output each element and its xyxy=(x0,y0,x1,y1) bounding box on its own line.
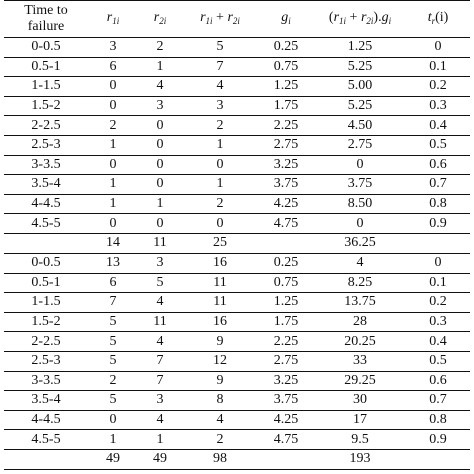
r1i-value: 2 xyxy=(88,371,138,391)
tr-value: 0.2 xyxy=(406,293,470,313)
total-gi-value xyxy=(258,449,314,469)
gi-value: 2.75 xyxy=(258,351,314,371)
total-tr-value xyxy=(406,233,470,253)
total-sum-value: 98 xyxy=(182,449,258,469)
r2i-value: 1 xyxy=(138,194,182,214)
time-interval: 0.5-1 xyxy=(4,273,88,293)
r2i-value: 0 xyxy=(138,155,182,175)
time-interval: 2-2.5 xyxy=(4,332,88,352)
r2i-value: 1 xyxy=(138,57,182,77)
product-value: 30 xyxy=(314,391,406,411)
total-r2i-value: 11 xyxy=(138,233,182,253)
product-value: 0 xyxy=(314,214,406,234)
product-value: 1.25 xyxy=(347,39,373,55)
product-value: 4 xyxy=(314,253,406,273)
table-row xyxy=(4,38,470,58)
r2i-value: 2 xyxy=(156,39,164,55)
table-row xyxy=(4,77,470,97)
r1i-value: 1 xyxy=(88,430,138,450)
header-sum-a-sub: 1i xyxy=(205,15,213,26)
r1i-value: 3 xyxy=(109,39,117,55)
total-product-value: 36.25 xyxy=(314,233,406,253)
gi-value: 3.25 xyxy=(258,155,314,175)
tr-value: 0.3 xyxy=(406,96,470,116)
tr-value: 0.1 xyxy=(406,57,470,77)
r1i-value: 13 xyxy=(88,253,138,273)
header-tr xyxy=(406,1,470,38)
header-r2i xyxy=(138,1,182,38)
sum-value: 8 xyxy=(182,391,258,411)
total-r1i-value: 49 xyxy=(88,449,138,469)
sum-value: 2 xyxy=(182,430,258,450)
table-row xyxy=(4,194,470,214)
table-row xyxy=(4,273,470,293)
time-interval: 4.5-5 xyxy=(4,214,88,234)
product-value: 3.75 xyxy=(314,175,406,195)
table-row xyxy=(4,253,470,273)
total-r1i-value: 14 xyxy=(88,233,138,253)
r1i-value: 1 xyxy=(88,194,138,214)
time-interval: 2.5-3 xyxy=(4,351,88,371)
header-prod-g-sub: i xyxy=(388,15,392,26)
gi-value: 4.75 xyxy=(258,214,314,234)
header-sum-b: r xyxy=(227,9,233,25)
gi-value: 3.75 xyxy=(258,391,314,411)
header-r1i-sub: 1i xyxy=(112,15,120,26)
gi-value: 1.75 xyxy=(258,96,314,116)
header-r1i-var: r xyxy=(106,9,113,25)
total-row xyxy=(4,233,470,253)
table-row xyxy=(4,116,470,136)
time-interval: 1.5-2 xyxy=(4,312,88,332)
r1i-value: 0 xyxy=(88,77,138,97)
time-interval: 3-3.5 xyxy=(4,155,88,175)
product-value: 13.75 xyxy=(314,293,406,313)
table-row xyxy=(4,155,470,175)
header-time-line2: failure xyxy=(27,19,65,34)
header-r2i-sub: 2i xyxy=(159,15,167,26)
header-tr-sub: r xyxy=(431,15,436,26)
header-product xyxy=(314,1,406,38)
tr-value: 0.4 xyxy=(406,332,470,352)
gi-value: 1.25 xyxy=(258,77,314,97)
table-row xyxy=(4,175,470,195)
table-row xyxy=(4,371,470,391)
tr-value: 0.9 xyxy=(406,214,470,234)
gi-value: 4.25 xyxy=(258,410,314,430)
sum-value: 12 xyxy=(182,351,258,371)
r1i-value: 7 xyxy=(88,293,138,313)
total-tr-value xyxy=(406,449,470,469)
time-interval: 1-1.5 xyxy=(4,77,88,97)
table-row xyxy=(4,351,470,371)
header-gi-sub: i xyxy=(288,15,291,26)
time-interval: 4-4.5 xyxy=(4,410,88,430)
table-body xyxy=(4,38,470,470)
sum-value: 7 xyxy=(182,57,258,77)
r1i-value: 5 xyxy=(88,312,138,332)
r1i-value: 0 xyxy=(88,96,138,116)
r2i-value: 5 xyxy=(138,273,182,293)
sum-value: 16 xyxy=(182,253,258,273)
product-value: 33 xyxy=(314,351,406,371)
time-interval: 4-4.5 xyxy=(4,194,88,214)
product-value: 29.25 xyxy=(314,371,406,391)
tr-value: 0.8 xyxy=(406,194,470,214)
tr-value: 0.3 xyxy=(406,312,470,332)
sum-value: 2 xyxy=(182,116,258,136)
r1i-value: 5 xyxy=(88,391,138,411)
tr-value: 0.7 xyxy=(406,391,470,411)
product-value: 8.50 xyxy=(314,194,406,214)
sum-value: 5 xyxy=(216,39,224,55)
product-value: 28 xyxy=(314,312,406,332)
total-r2i-value: 49 xyxy=(138,449,182,469)
gi-value: 2.25 xyxy=(258,116,314,136)
product-value: 5.00 xyxy=(314,77,406,97)
r2i-value: 11 xyxy=(138,312,182,332)
sum-value: 11 xyxy=(182,273,258,293)
header-r2i-var: r xyxy=(153,9,160,25)
tr-value: 0 xyxy=(434,39,442,55)
table-row xyxy=(4,96,470,116)
r2i-value: 0 xyxy=(138,175,182,195)
r2i-value: 1 xyxy=(138,430,182,450)
sum-value: 0 xyxy=(182,155,258,175)
sum-value: 16 xyxy=(182,312,258,332)
time-interval: 3.5-4 xyxy=(4,175,88,195)
sum-value: 9 xyxy=(182,371,258,391)
total-product-value: 193 xyxy=(314,449,406,469)
r2i-value: 3 xyxy=(138,391,182,411)
header-time-to-failure xyxy=(4,1,88,38)
header-time-line1: Time to xyxy=(24,3,68,18)
r2i-value: 4 xyxy=(138,293,182,313)
table-row xyxy=(4,430,470,450)
r1i-value: 0 xyxy=(88,410,138,430)
total-row xyxy=(4,449,470,469)
r1i-value: 0 xyxy=(88,155,138,175)
header-prod-plus: + xyxy=(346,9,361,25)
product-value: 8.25 xyxy=(314,273,406,293)
time-interval: 1.5-2 xyxy=(4,96,88,116)
tr-value: 0.5 xyxy=(406,351,470,371)
table-row xyxy=(4,293,470,313)
tr-value: 0.7 xyxy=(406,175,470,195)
product-value: 9.5 xyxy=(314,430,406,450)
tr-value: 0.2 xyxy=(406,77,470,97)
header-prod-b: r xyxy=(360,9,367,25)
table-row xyxy=(4,332,470,352)
r2i-value: 7 xyxy=(138,371,182,391)
gi-value: 0.75 xyxy=(258,57,314,77)
r2i-value: 4 xyxy=(138,410,182,430)
header-sum-b-sub: 2i xyxy=(232,15,240,26)
gi-value: 0.25 xyxy=(258,253,314,273)
header-tr-arg: (i) xyxy=(435,9,449,25)
r2i-value: 0 xyxy=(138,135,182,155)
failure-data-table xyxy=(4,0,470,470)
total-time-interval xyxy=(4,233,88,253)
time-interval: 0-0.5 xyxy=(4,253,88,273)
r2i-value: 3 xyxy=(138,253,182,273)
sum-value: 1 xyxy=(182,175,258,195)
gi-value: 1.75 xyxy=(258,312,314,332)
tr-value: 0 xyxy=(406,253,470,273)
gi-value: 0.25 xyxy=(273,39,299,55)
product-value: 4.50 xyxy=(314,116,406,136)
product-value: 0 xyxy=(314,155,406,175)
header-r1i xyxy=(88,1,138,38)
sum-value: 2 xyxy=(182,194,258,214)
tr-value: 0.6 xyxy=(406,155,470,175)
total-time-interval xyxy=(4,449,88,469)
header-prod-close: ). xyxy=(373,9,382,25)
r2i-value: 4 xyxy=(138,77,182,97)
time-interval: 4.5-5 xyxy=(4,430,88,450)
time-interval: 3.5-4 xyxy=(4,391,88,411)
tr-value: 0.1 xyxy=(406,273,470,293)
product-value: 5.25 xyxy=(314,96,406,116)
gi-value: 1.25 xyxy=(258,293,314,313)
header-sum-plus: + xyxy=(212,9,228,25)
gi-value: 3.75 xyxy=(258,175,314,195)
gi-value: 3.25 xyxy=(258,371,314,391)
sum-value: 11 xyxy=(182,293,258,313)
header-tr-var: t xyxy=(427,9,432,25)
tr-value: 0.8 xyxy=(406,410,470,430)
tr-value: 0.9 xyxy=(406,430,470,450)
sum-value: 4 xyxy=(182,410,258,430)
gi-value: 2.25 xyxy=(258,332,314,352)
time-interval: 1-1.5 xyxy=(4,293,88,313)
r1i-value: 1 xyxy=(88,175,138,195)
r2i-value: 0 xyxy=(138,214,182,234)
gi-value: 4.75 xyxy=(258,430,314,450)
time-interval: 2.5-3 xyxy=(4,135,88,155)
time-interval: 2-2.5 xyxy=(4,116,88,136)
r1i-value: 6 xyxy=(88,273,138,293)
sum-value: 1 xyxy=(182,135,258,155)
sum-value: 9 xyxy=(182,332,258,352)
header-gi xyxy=(258,1,314,38)
sum-value: 3 xyxy=(182,96,258,116)
table-row xyxy=(4,57,470,77)
r1i-value: 5 xyxy=(88,332,138,352)
header-sum-a: r xyxy=(200,9,206,25)
time-interval: 0.5-1 xyxy=(4,57,88,77)
time-interval: 0-0.5 xyxy=(31,39,61,55)
header-gi-var: g xyxy=(281,9,289,25)
table-row xyxy=(4,312,470,332)
header-prod-a: r xyxy=(333,9,340,25)
total-gi-value xyxy=(258,233,314,253)
table-row xyxy=(4,214,470,234)
product-value: 17 xyxy=(314,410,406,430)
table-row xyxy=(4,391,470,411)
header-prod-open: ( xyxy=(328,9,334,25)
header-prod-a-sub: 1i xyxy=(339,15,347,26)
r1i-value: 6 xyxy=(88,57,138,77)
header-sum xyxy=(182,1,258,38)
tr-value: 0.5 xyxy=(406,135,470,155)
product-value: 20.25 xyxy=(314,332,406,352)
r2i-value: 7 xyxy=(138,351,182,371)
header-prod-g: g xyxy=(381,9,389,25)
total-sum-value: 25 xyxy=(182,233,258,253)
r1i-value: 0 xyxy=(88,214,138,234)
r1i-value: 1 xyxy=(88,135,138,155)
product-value: 5.25 xyxy=(314,57,406,77)
sum-value: 4 xyxy=(182,77,258,97)
time-interval: 3-3.5 xyxy=(4,371,88,391)
r1i-value: 2 xyxy=(88,116,138,136)
gi-value: 4.25 xyxy=(258,194,314,214)
gi-value: 2.75 xyxy=(258,135,314,155)
r2i-value: 4 xyxy=(138,332,182,352)
table-row xyxy=(4,410,470,430)
tr-value: 0.6 xyxy=(406,371,470,391)
header-row xyxy=(4,1,470,38)
product-value: 2.75 xyxy=(314,135,406,155)
r2i-value: 0 xyxy=(138,116,182,136)
header-prod-b-sub: 2i xyxy=(366,15,374,26)
table-row xyxy=(4,135,470,155)
r2i-value: 3 xyxy=(138,96,182,116)
gi-value: 0.75 xyxy=(258,273,314,293)
sum-value: 0 xyxy=(182,214,258,234)
r1i-value: 5 xyxy=(88,351,138,371)
tr-value: 0.4 xyxy=(406,116,470,136)
